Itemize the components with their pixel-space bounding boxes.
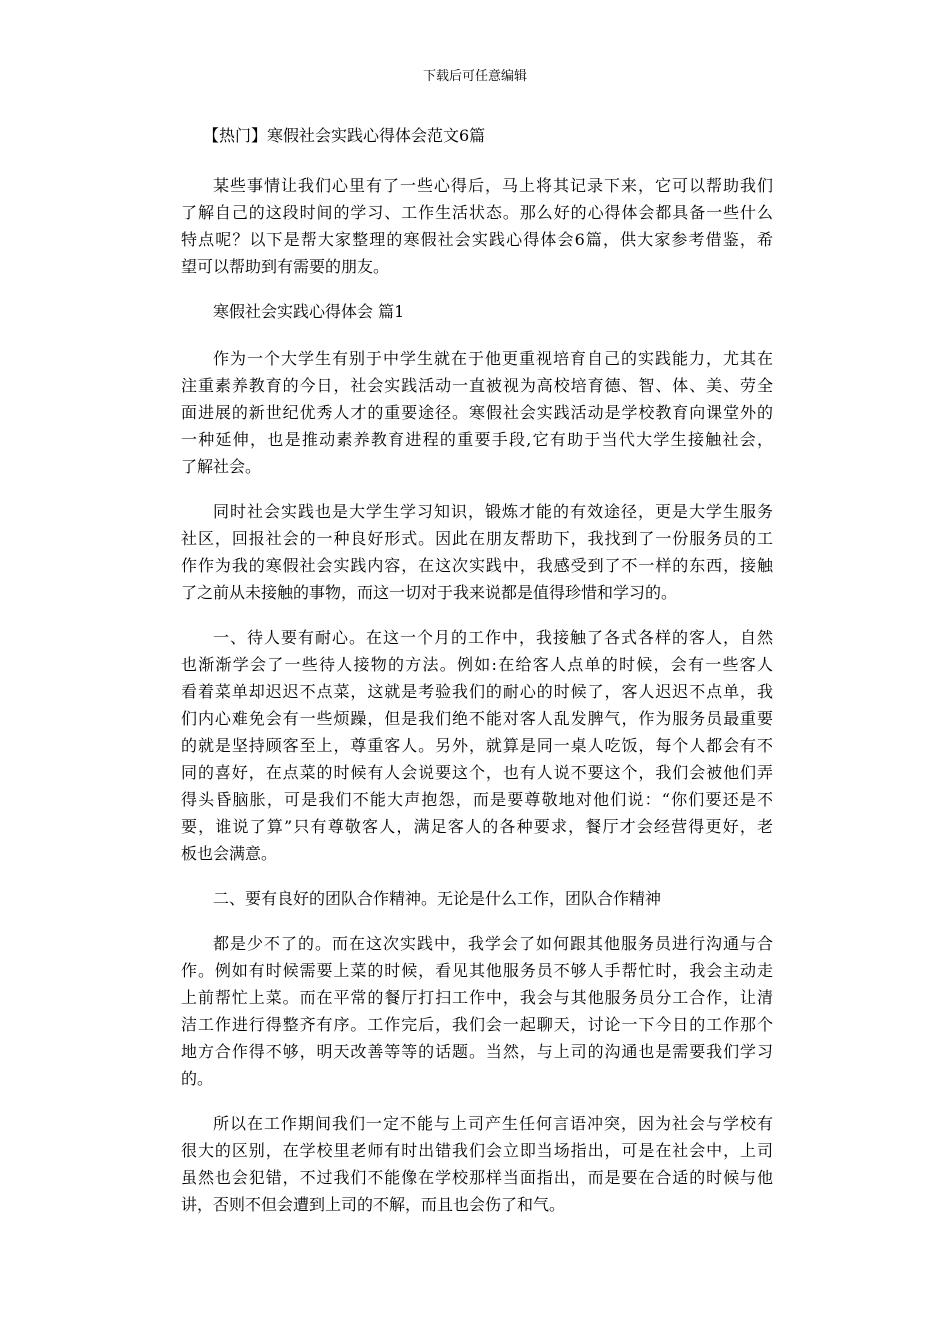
text-line: 了解自己的这段时间的学习、工作生活状态。那么好的心得体会都具备一些什么 <box>181 203 773 222</box>
text-line: 板也会满意。 <box>181 844 278 863</box>
text-line: 也渐渐学会了一些待人接物的方法。例如:在给客人点单的时候，会有一些客人 <box>181 655 773 674</box>
text-line: 很大的区别，在学校里老师有时出错我们会立即当场指出，可是在社会中，上司 <box>181 1141 773 1160</box>
text-line: 面进展的新世纪优秀人才的重要途径。寒假社会实践活动是学校教育向课堂外的 <box>181 403 773 422</box>
text-line: 望可以帮助到有需要的朋友。 <box>181 257 390 276</box>
text-line: 看着菜单却迟迟不点菜，这就是考验我们的耐心的时候了，客人迟迟不点单，我 <box>181 682 773 701</box>
paragraph-3 <box>181 624 773 867</box>
text-line: 一种延伸，也是推动素养教育进程的重要手段,它有助于当代大学生接触社会， <box>181 430 773 449</box>
text-line: 了之前从未接触的事物，而这一切对于我来说都是值得珍惜和学习的。 <box>181 583 678 602</box>
text-line: 同时社会实践也是大学生学习知识，锻炼才能的有效途径，更是大学生服务 <box>213 502 773 521</box>
section-heading: 寒假社会实践心得体会 篇1 <box>213 302 405 321</box>
intro-paragraph <box>181 172 773 280</box>
document-title: 【热门】寒假社会实践心得体会范文6篇 <box>203 126 486 145</box>
text-line: 作为一个大学生有别于中学生就在于他更重视培育自己的实践能力，尤其在 <box>213 349 773 368</box>
text-line: 得头昏脑胀，可是我们不能大声抱怨，而是要尊敬地对他们说：“你们要还是不 <box>181 790 773 809</box>
text-line: 洁工作进行得整齐有序。工作完后，我们会一起聊天，讨论一下今日的工作那个 <box>181 1015 773 1034</box>
text-line: 所以在工作期间我们一定不能与上司产生任何言语冲突，因为社会与学校有 <box>213 1114 773 1133</box>
text-line: 了解社会。 <box>181 457 262 476</box>
paragraph-4-heading: 二、要有良好的团队合作精神。无论是什么工作，团队合作精神 <box>213 889 662 908</box>
text-line: 虽然也会犯错，不过我们不能像在学校那样当面指出，而是要在合适的时候与他 <box>181 1168 773 1187</box>
text-line: 一、待人要有耐心。在这一个月的工作中，我接触了各式各样的客人，自然 <box>213 628 773 647</box>
text-line: 同的喜好，在点菜的时候有人会说要这个，也有人说不要这个，我们会被他们弄 <box>181 763 773 782</box>
text-line: 们内心难免会有一些烦躁，但是我们绝不能对客人乱发脾气，作为服务员最重要 <box>181 709 773 728</box>
text-line: 讲，否则不但会遭到上司的不解，而且也会伤了和气。 <box>181 1195 566 1214</box>
text-line: 地方合作得不够，明天改善等等的话题。当然，与上司的沟通也是需要我们学习 <box>181 1042 773 1061</box>
text-line: 特点呢？以下是帮大家整理的寒假社会实践心得体会6篇，供大家参考借鉴，希 <box>181 230 773 249</box>
paragraph-1 <box>181 345 773 480</box>
text-line: 作作为我的寒假社会实践内容，在这次实践中，我感受到了不一样的东西，接触 <box>181 556 773 575</box>
text-line: 上前帮忙上菜。而在平常的餐厅打扫工作中，我会与其他服务员分工合作，让清 <box>181 988 773 1007</box>
paragraph-5 <box>181 930 773 1092</box>
text-line: 都是少不了的。而在这次实践中，我学会了如何跟其他服务员进行沟通与合 <box>213 934 773 953</box>
text-line: 的就是坚持顾客至上，尊重客人。另外，就算是同一桌人吃饭，每个人都会有不 <box>181 736 773 755</box>
text-line: 的。 <box>181 1069 214 1088</box>
text-line: 作。例如有时候需要上菜的时候，看见其他服务员不够人手帮忙时，我会主动走 <box>181 961 773 980</box>
paragraph-2 <box>181 498 773 606</box>
text-line: 要，谁说了算”只有尊敬客人，满足客人的各种要求，餐厅才会经营得更好，老 <box>181 817 773 836</box>
text-line: 注重素养教育的今日，社会实践活动一直被视为高校培育德、智、体、美、劳全 <box>181 376 773 395</box>
text-line: 某些事情让我们心里有了一些心得后，马上将其记录下来，它可以帮助我们 <box>213 176 773 195</box>
text-line: 社区，回报社会的一种良好形式。因此在朋友帮助下，我找到了一份服务员的工 <box>181 529 773 548</box>
header-note: 下载后可任意编辑 <box>422 69 527 84</box>
document-body <box>181 122 773 1236</box>
paragraph-6 <box>181 1110 773 1218</box>
